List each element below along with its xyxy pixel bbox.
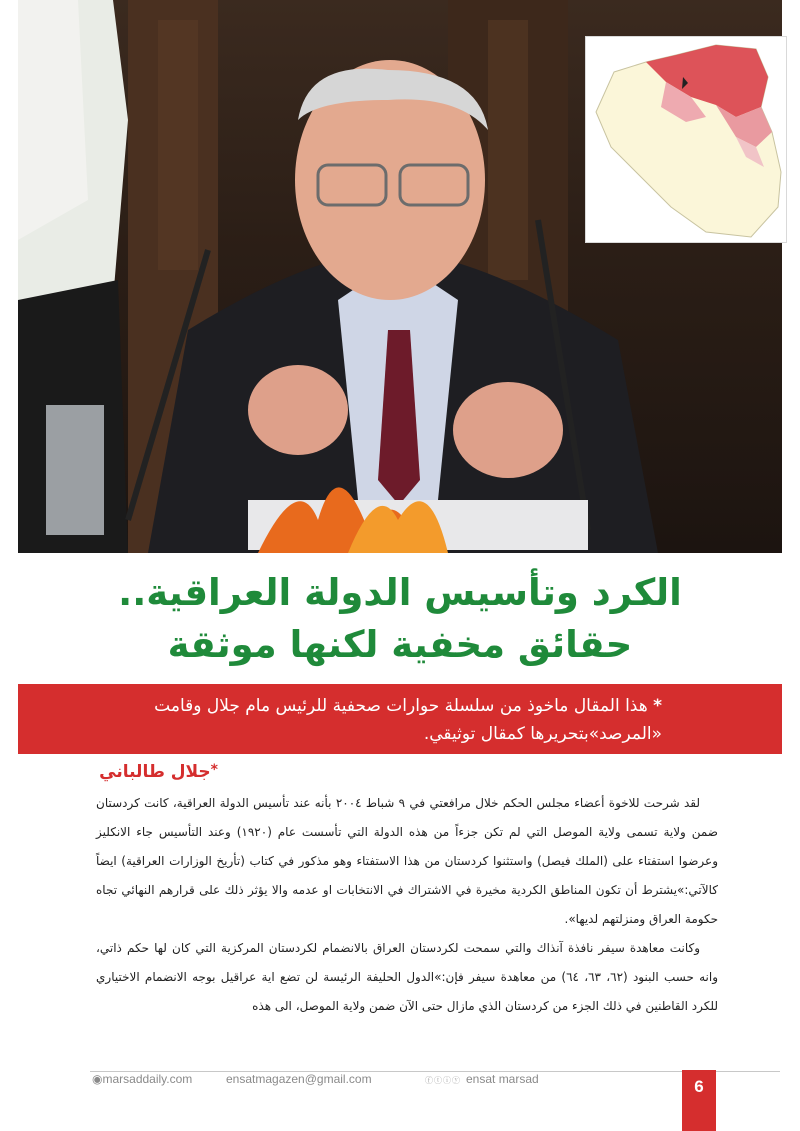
- page-number: 6: [682, 1070, 716, 1131]
- footer-email[interactable]: ensatmagazen@gmail.com: [226, 1072, 372, 1086]
- author-byline: [99, 762, 218, 782]
- editor-note-text: هذا المقال ماخوذ من سلسلة حوارات صحفية للرئيس مام جلال وقامت «المرصد»بتحريرها كمقال توثيقي.: [154, 696, 662, 744]
- editor-note-box: [18, 684, 782, 754]
- footer-website-text: marsaddaily.com: [102, 1072, 193, 1086]
- map-inset: [585, 36, 787, 243]
- paragraph-1: لقد شرحت للاخوة أعضاء مجلس الحكم خلال مرافعتي في ٩ شباط ٢٠٠٤ بأنه عند تأسيس الدولة العراقية، كانت كردستان ضمن ولاية تسمى ولاية الموصل التي لم تكن جزءاً من هذه الدولة التي تأسست عام (١٩٢٠) وعند التأسيس جاء الانكليز وعرضوا استفتاء على (الملك فيصل) واستثنوا كردستان من هذا الاستفتاء وهو مذكور في كتاب (تأريخ الوزارات العراقية) ايضاً كالآتي:»يشترط أن تكون المناطق الكردية مخيرة في الاشتراك في الانتخابات او عدمه والا يؤثر ذلك على قرارهم النهائي تجاه حكومة العراق ومنزلتهم لديها».: [96, 796, 718, 926]
- headline-line-2: حقائق مخفية لكنها موثقة: [167, 623, 633, 666]
- social-icons: ⓕⓣⓘⓨ: [425, 1076, 461, 1085]
- author-asterisk: *: [210, 762, 218, 778]
- headline-line-1: الكرد وتأسيس الدولة العراقية..: [118, 571, 682, 614]
- article-body: [96, 789, 718, 1021]
- author-name: جلال طالباني: [99, 762, 211, 782]
- footer-social-handle: ensat marsad: [466, 1072, 539, 1086]
- footer-social[interactable]: [425, 1072, 539, 1086]
- note-asterisk: *: [653, 696, 662, 716]
- globe-icon: ◉: [92, 1072, 103, 1086]
- footer-website[interactable]: [92, 1072, 192, 1086]
- paragraph-2: وكانت معاهدة سيفر نافذة آنذاك والتي سمحت لكردستان العراق بالانضمام لكردستان المركزية التي كان لها حكم ذاتي، وانه حسب البنود (٦٢، ٦٣، ٦٤) من معاهدة سيفر فإن:»الدول الحليفة الرئيسة لن تضع اية عراقيل بوجه الانضمام الاختياري للكرد القاطنين في ذلك الجزء من كردستان الذي مازال حتى الآن ضمن ولاية الموصل، الى هذه: [96, 941, 719, 1013]
- iraq-map: [586, 37, 786, 242]
